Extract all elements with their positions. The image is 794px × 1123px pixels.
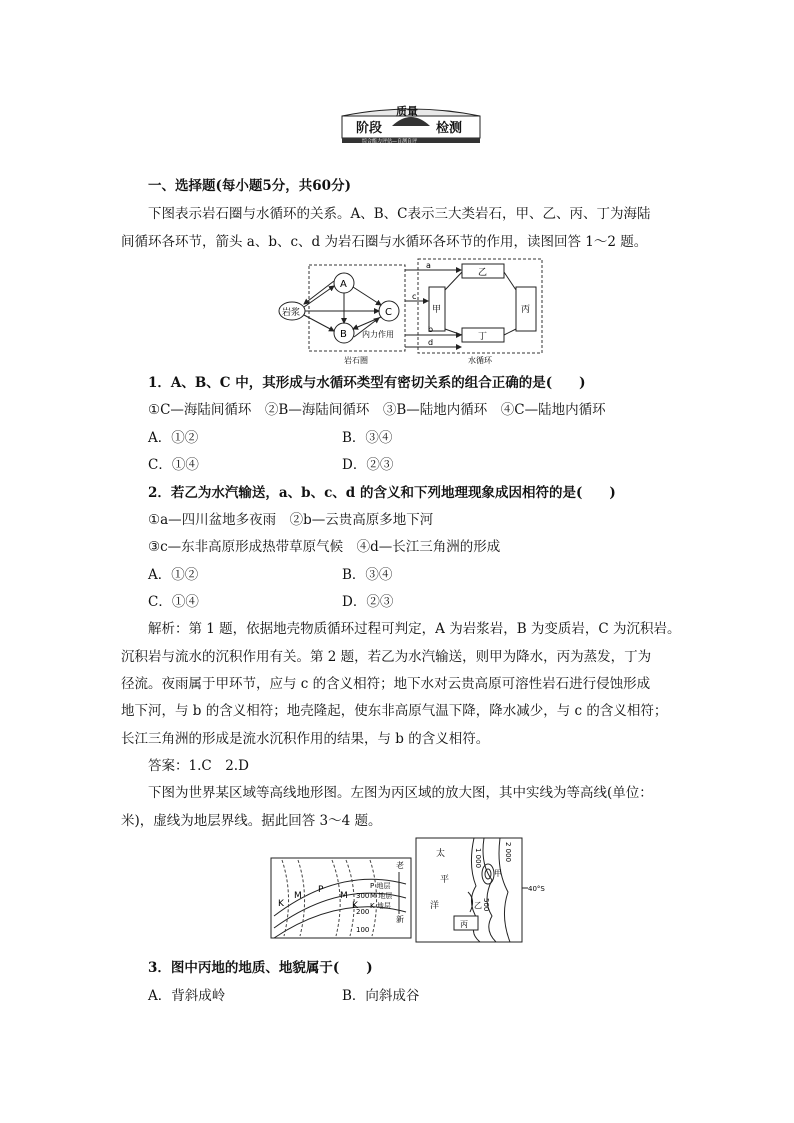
header-sub: 综合能力评估—自测自评 bbox=[362, 138, 418, 144]
lithosphere-label: 岩石圈 bbox=[344, 356, 368, 365]
magma-label: 岩浆 bbox=[282, 308, 301, 318]
q3-option-B[interactable]: B．向斜成谷 bbox=[342, 988, 420, 1004]
latitude-label: 40°S bbox=[528, 885, 545, 893]
point-jia: 甲 bbox=[494, 869, 502, 878]
rock-water-cycle-diagram bbox=[278, 257, 546, 369]
rock-B-label: B bbox=[340, 329, 347, 340]
q1-items: ①C—海陆间循环 ②B—海陆间循环 ③B—陆地内循环 ④C—陆地内循环 bbox=[148, 402, 606, 418]
q1-stem: 1．A、B、C 中，其形成与水循环类型有密切关系的组合正确的是( ) bbox=[148, 375, 586, 391]
arrow-b-label: b bbox=[428, 325, 434, 334]
q1-option-C[interactable]: C．①④ bbox=[148, 457, 199, 473]
q2-option-C[interactable]: C．①④ bbox=[148, 594, 199, 610]
q3-option-A[interactable]: A．背斜成岭 bbox=[148, 988, 226, 1004]
label-P: P bbox=[318, 885, 324, 895]
box-ding: 丁 bbox=[478, 332, 488, 342]
label-K-left: K bbox=[278, 899, 284, 909]
contour-300: 300 bbox=[356, 892, 370, 900]
q2-stem: 2．若乙为水汽输送，a、b、c、d 的含义和下列地理现象成因相符的是( ) bbox=[148, 485, 616, 501]
ocean-char-2: 平 bbox=[440, 875, 450, 885]
header-left: 阶段 bbox=[356, 121, 383, 136]
q2-items-line2: ③c—东非高原形成热带草原气候 ④d—长江三角洲的形成 bbox=[148, 539, 501, 555]
legend-P: P 地层 bbox=[370, 882, 391, 890]
contour-200: 200 bbox=[356, 908, 370, 916]
q2-option-D[interactable]: D．②③ bbox=[342, 594, 394, 610]
water-cycle-label: 水循环 bbox=[468, 356, 492, 365]
q2-option-B[interactable]: B．③④ bbox=[342, 567, 393, 583]
point-yi: 乙 bbox=[474, 901, 482, 910]
analysis-line4: 地下河，与 b 的含义相符；地壳隆起，使东非高原气温下降，降水减少，与 c 的含义相符； bbox=[121, 703, 668, 719]
analysis-line3: 径流。夜雨属于甲环节，应与 c 的含义相符；地下水对云贵高原可溶性岩石进行侵蚀形成 bbox=[121, 676, 651, 692]
section2-intro-line2: 米)，虚线为地层界线。据此回答 3～4 题。 bbox=[121, 813, 382, 829]
label-M-left: M bbox=[294, 891, 302, 901]
arrow-d-label: d bbox=[428, 338, 434, 347]
legend-old: 老 bbox=[396, 861, 404, 870]
q3-stem: 3．图中丙地的地质、地貌属于( ) bbox=[148, 960, 373, 976]
q1-option-A[interactable]: A．①② bbox=[148, 430, 199, 446]
label-M-right: M bbox=[340, 891, 348, 901]
analysis-line5: 长江三角洲的形成是流水沉积作用的结果，与 b 的含义相符。 bbox=[121, 731, 490, 747]
box-bing: 丙 bbox=[521, 305, 531, 315]
section2-intro-line1: 下图为世界某区域等高线地形图。左图为丙区域的放大图，其中实线为等高线(单位： bbox=[148, 785, 653, 801]
section1-intro-line2: 间循环各环节，箭头 a、b、c、d 为岩石圈与水循环各环节的作用，读图回答 1～2 题。 bbox=[121, 234, 648, 250]
contour-1000: 1 000 bbox=[474, 848, 482, 869]
section1-intro-line1: 下图表示岩石圈与水循环的关系。A、B、C表示三大类岩石，甲、乙、丙、丁为海陆 bbox=[148, 206, 651, 222]
rock-A-label: A bbox=[340, 279, 347, 290]
contour-map-figure bbox=[270, 836, 552, 944]
point-bing: 丙 bbox=[460, 920, 468, 929]
arrow-c-label: c bbox=[412, 292, 417, 301]
header-top: 质量 bbox=[396, 105, 418, 118]
legend-M: M 地层 bbox=[370, 892, 393, 900]
legend-K: K 地层 bbox=[370, 902, 391, 910]
ocean-char-1: 太 bbox=[436, 849, 446, 859]
contour-100: 100 bbox=[356, 926, 370, 934]
contour-500: 500 bbox=[482, 898, 490, 912]
answer-line: 答案：1.C 2.D bbox=[148, 758, 249, 774]
ocean-char-3: 洋 bbox=[430, 901, 440, 911]
section1-title: 一、选择题(每小题5分，共60分) bbox=[148, 178, 351, 194]
analysis-line2: 沉积岩与流水的沉积作用有关。第 2 题，若乙为水汽输送，则甲为降水，丙为蒸发，丁为 bbox=[121, 649, 652, 665]
section-header-banner bbox=[336, 102, 486, 144]
header-right: 检测 bbox=[436, 121, 463, 136]
q2-items-line1: ①a—四川盆地多夜雨 ②b—云贵高原多地下河 bbox=[148, 512, 434, 528]
q1-option-D[interactable]: D．②③ bbox=[342, 457, 394, 473]
label-K-right: K bbox=[352, 901, 358, 911]
box-jia: 甲 bbox=[432, 305, 442, 315]
contour-2000: 2 000 bbox=[504, 842, 512, 863]
rock-C-label: C bbox=[385, 307, 392, 318]
q1-option-B[interactable]: B．③④ bbox=[342, 430, 393, 446]
analysis-line1: 解析：第 1 题，依据地壳物质循环过程可判定，A 为岩浆岩，B 为变质岩，C 为沉积岩。 bbox=[148, 621, 681, 637]
legend-new: 新 bbox=[396, 915, 404, 924]
box-yi: 乙 bbox=[478, 268, 488, 278]
q2-option-A[interactable]: A．①② bbox=[148, 567, 199, 583]
arrow-a-label: a bbox=[426, 261, 431, 270]
internal-force-label: 内力作用 bbox=[362, 330, 394, 339]
